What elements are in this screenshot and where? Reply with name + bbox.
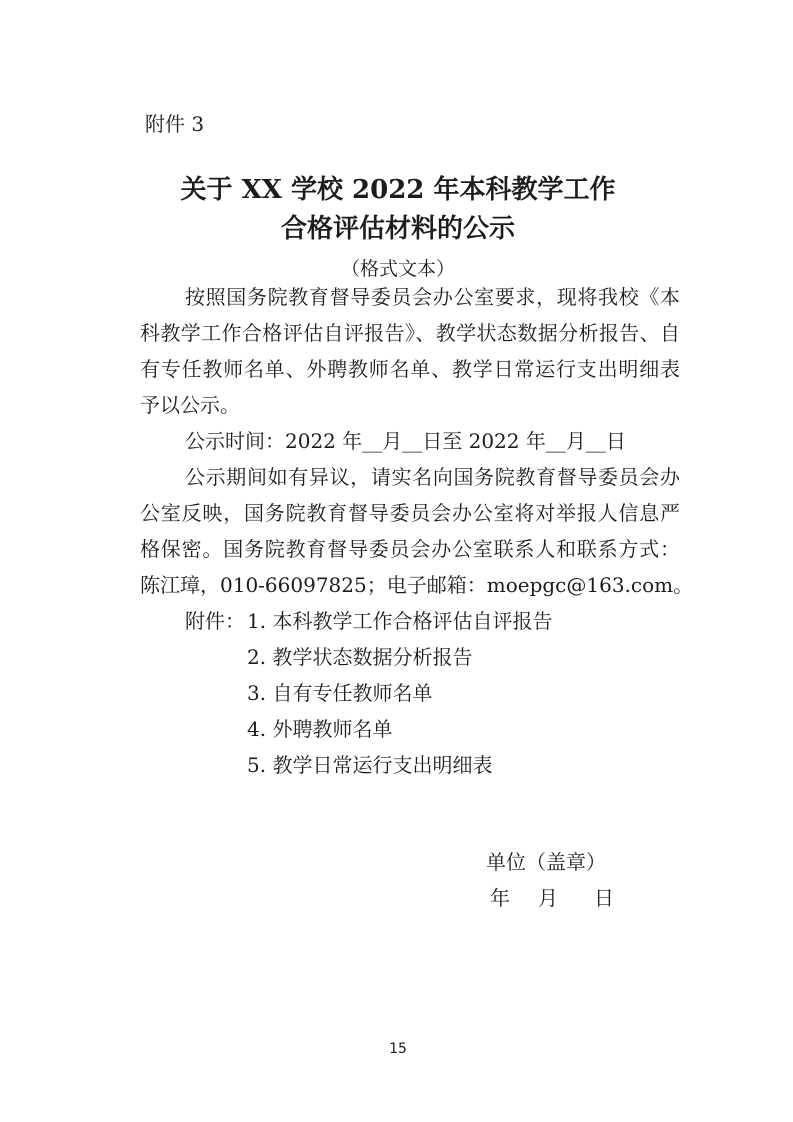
attachment-number-label: 附件 3	[145, 112, 205, 136]
paragraph-2-line: 格保密。国务院教育督导委员会办公室联系人和联系方式：	[140, 537, 680, 561]
signature-year: 年	[490, 886, 510, 910]
attachments-label: 附件：	[185, 609, 245, 633]
attachment-item: 3. 自有专任教师名单	[247, 681, 433, 705]
attachment-item: 4. 外聘教师名单	[247, 717, 393, 741]
paragraph-1-line: 按照国务院教育督导委员会办公室要求，现将我校《本	[185, 285, 680, 309]
signature-month: 月	[538, 886, 558, 910]
paragraph-1-line: 予以公示。	[140, 393, 240, 417]
page-number: 15	[389, 1041, 407, 1057]
document-subtitle: （格式文本）	[340, 258, 455, 280]
paragraph-2-line: 公示期间如有异议，请实名向国务院教育督导委员会办	[185, 465, 680, 489]
signature-unit-seal: 单位（盖章）	[486, 850, 606, 874]
paragraph-1-line: 有专任教师名单、外聘教师名单、教学日常运行支出明细表	[140, 357, 680, 381]
attachment-item: 2. 教学状态数据分析报告	[247, 645, 473, 669]
publicity-period-line: 公示时间：2022 年__月__日至 2022 年__月__日	[185, 429, 626, 453]
signature-day: 日	[594, 886, 614, 910]
paragraph-2-line: 公室反映，国务院教育督导委员会办公室将对举报人信息严	[140, 501, 680, 525]
document-title-line-2: 合格评估材料的公示	[280, 214, 515, 244]
document-title-line-1: 关于 XX 学校 2022 年本科教学工作	[180, 175, 616, 205]
paragraph-2-contact-line: 陈江璋，010-66097825；电子邮箱：moepgc@163.com。	[140, 573, 694, 597]
attachment-item: 5. 教学日常运行支出明细表	[247, 753, 493, 777]
attachment-item: 1. 本科教学工作合格评估自评报告	[247, 609, 553, 633]
paragraph-1-line: 科教学工作合格评估自评报告》、教学状态数据分析报告、自	[140, 321, 680, 345]
